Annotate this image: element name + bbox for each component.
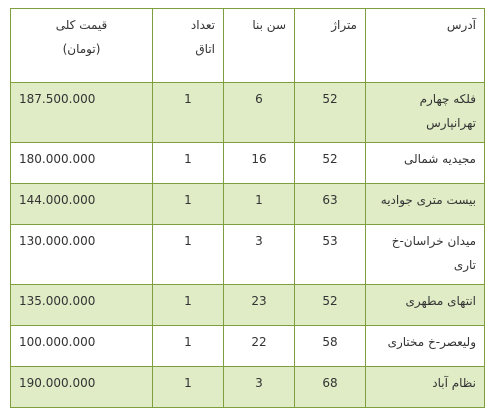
cell-rooms: 1 <box>153 367 224 408</box>
cell-price: 144.000.000 <box>11 184 153 225</box>
cell-price: 190.000.000 <box>11 367 153 408</box>
cell-area: 52 <box>295 83 366 143</box>
cell-area: 68 <box>295 367 366 408</box>
table-row <box>11 83 485 143</box>
table-body <box>11 83 485 408</box>
cell-area: 52 <box>295 285 366 326</box>
cell-area: 58 <box>295 326 366 367</box>
table-row <box>11 326 485 367</box>
cell-price: 135.000.000 <box>11 285 153 326</box>
table-row <box>11 225 485 285</box>
cell-rooms: 1 <box>153 225 224 285</box>
cell-address: انتهای مطهری <box>366 285 485 326</box>
cell-rooms: 1 <box>153 326 224 367</box>
header-area: متراژ <box>295 9 366 83</box>
header-building-age: سن بنا <box>224 9 295 83</box>
table-row <box>11 143 485 184</box>
cell-age: 6 <box>224 83 295 143</box>
cell-age: 16 <box>224 143 295 184</box>
cell-age: 3 <box>224 367 295 408</box>
cell-address: میدان خراسان-خ تاری <box>366 225 485 285</box>
cell-price: 187.500.000 <box>11 83 153 143</box>
table-row <box>11 285 485 326</box>
cell-address: مجیدیه شمالی <box>366 143 485 184</box>
cell-rooms: 1 <box>153 285 224 326</box>
cell-price: 100.000.000 <box>11 326 153 367</box>
cell-age: 23 <box>224 285 295 326</box>
cell-age: 22 <box>224 326 295 367</box>
header-address: آدرس <box>366 9 485 83</box>
cell-address: بیست متری جوادیه <box>366 184 485 225</box>
cell-area: 63 <box>295 184 366 225</box>
cell-area: 52 <box>295 143 366 184</box>
table-row <box>11 367 485 408</box>
cell-address: فلکه چهارم تهرانپارس <box>366 83 485 143</box>
cell-rooms: 1 <box>153 83 224 143</box>
cell-price: 130.000.000 <box>11 225 153 285</box>
cell-age: 1 <box>224 184 295 225</box>
header-rooms-line2: اتاق <box>195 42 215 56</box>
header-price-line2: (تومان) <box>62 42 101 56</box>
table-row <box>11 184 485 225</box>
cell-age: 3 <box>224 225 295 285</box>
header-rooms-line1: تعداد <box>190 18 215 32</box>
cell-address: ولیعصر-خ مختاری <box>366 326 485 367</box>
cell-rooms: 1 <box>153 143 224 184</box>
cell-price: 180.000.000 <box>11 143 153 184</box>
property-listing-table <box>10 8 485 408</box>
header-price-line1: قیمت کلی <box>55 18 108 32</box>
cell-area: 53 <box>295 225 366 285</box>
cell-address: نظام آباد <box>366 367 485 408</box>
cell-rooms: 1 <box>153 184 224 225</box>
header-total-price <box>11 9 153 83</box>
table-header <box>11 9 485 83</box>
header-rooms <box>153 9 224 83</box>
header-row <box>11 9 485 83</box>
